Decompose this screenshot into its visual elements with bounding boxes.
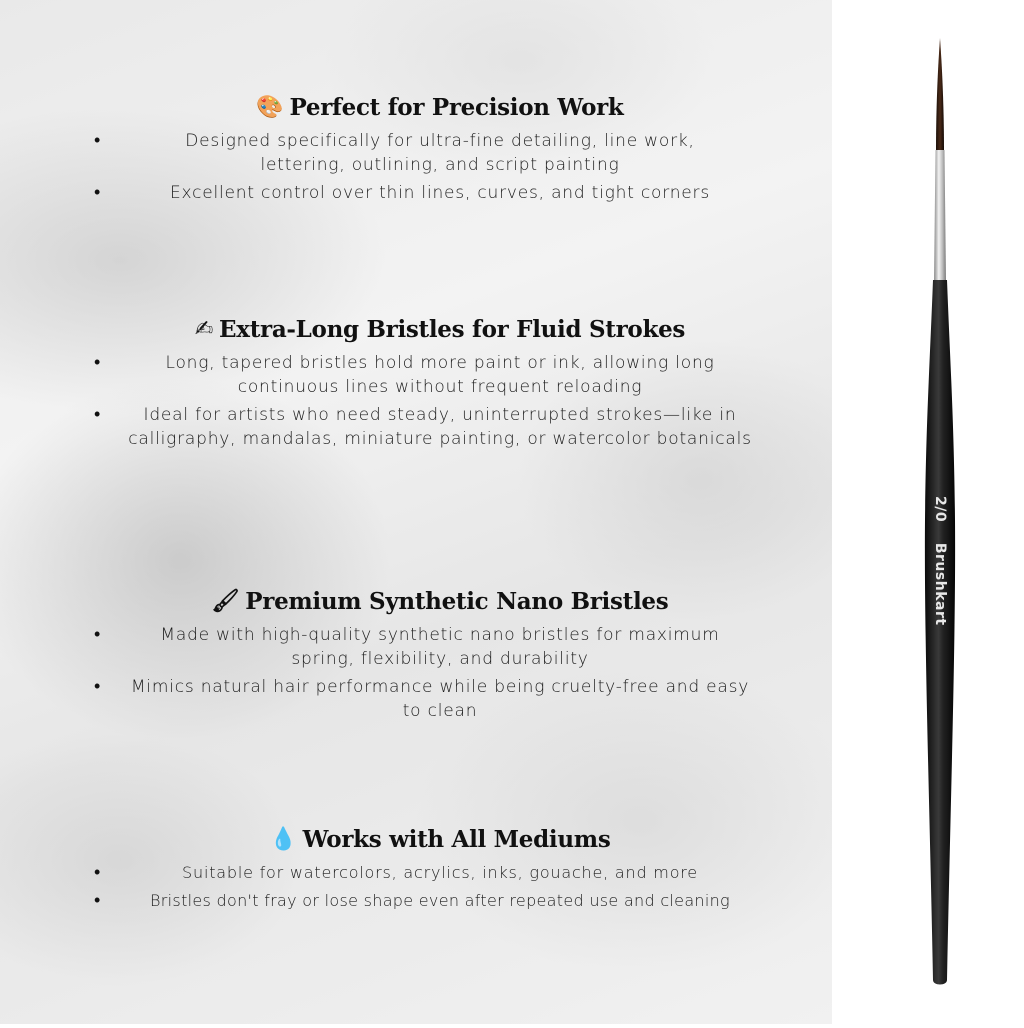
list-item: • Designed specifically for ultra-fine detailing, line work, lettering, outlining, and script painting bbox=[60, 129, 820, 177]
brush-bristles bbox=[936, 38, 944, 152]
brush-handle bbox=[925, 280, 955, 985]
section-heading bbox=[60, 588, 820, 615]
paintbrush-icon: 🖌 bbox=[211, 588, 240, 614]
paint-brush-illustration bbox=[832, 0, 1024, 1024]
brush-label bbox=[932, 496, 948, 626]
list-item: • Ideal for artists who need steady, uninterrupted strokes—like in calligraphy, mandalas, miniature painting, or watercolor botanicals bbox=[60, 403, 820, 451]
list-item: • Bristles don't fray or lose shape even after repeated use and cleaning bbox=[60, 889, 820, 913]
droplet-icon: 💧 bbox=[269, 826, 297, 852]
section-heading bbox=[60, 316, 820, 343]
bullet-list bbox=[60, 351, 820, 451]
bullet-list bbox=[60, 623, 820, 723]
feature-section-mediums bbox=[60, 826, 820, 917]
section-heading bbox=[60, 826, 820, 853]
section-title: Perfect for Precision Work bbox=[289, 94, 624, 121]
section-title: Premium Synthetic Nano Bristles bbox=[245, 588, 669, 615]
list-item: • Excellent control over thin lines, curves, and tight corners bbox=[60, 181, 820, 205]
list-item: • Made with high-quality synthetic nano bristles for maximum spring, flexibility, and durability bbox=[60, 623, 820, 671]
list-item: • Mimics natural hair performance while being cruelty-free and easy to clean bbox=[60, 675, 820, 723]
palette-icon: 🎨 bbox=[256, 94, 284, 120]
bullet-list bbox=[60, 861, 820, 913]
feature-section-precision bbox=[60, 94, 820, 209]
brush-brand-label: Brushkart bbox=[932, 542, 948, 626]
section-title: Works with All Mediums bbox=[302, 826, 611, 853]
list-item: • Long, tapered bristles hold more paint or ink, allowing long continuous lines without frequent reloading bbox=[60, 351, 820, 399]
section-title: Extra-Long Bristles for Fluid Strokes bbox=[219, 316, 686, 343]
brush-image-area bbox=[832, 0, 1024, 1024]
bullet-list bbox=[60, 129, 820, 205]
section-heading bbox=[60, 94, 820, 121]
feature-section-bristles bbox=[60, 316, 820, 455]
feature-section-synthetic bbox=[60, 588, 820, 727]
brush-size-label: 2/0 bbox=[932, 496, 948, 523]
list-item: • Suitable for watercolors, acrylics, inks, gouache, and more bbox=[60, 861, 820, 885]
brush-ferrule bbox=[934, 150, 946, 282]
writing-hand-icon: ✍ bbox=[194, 316, 214, 342]
